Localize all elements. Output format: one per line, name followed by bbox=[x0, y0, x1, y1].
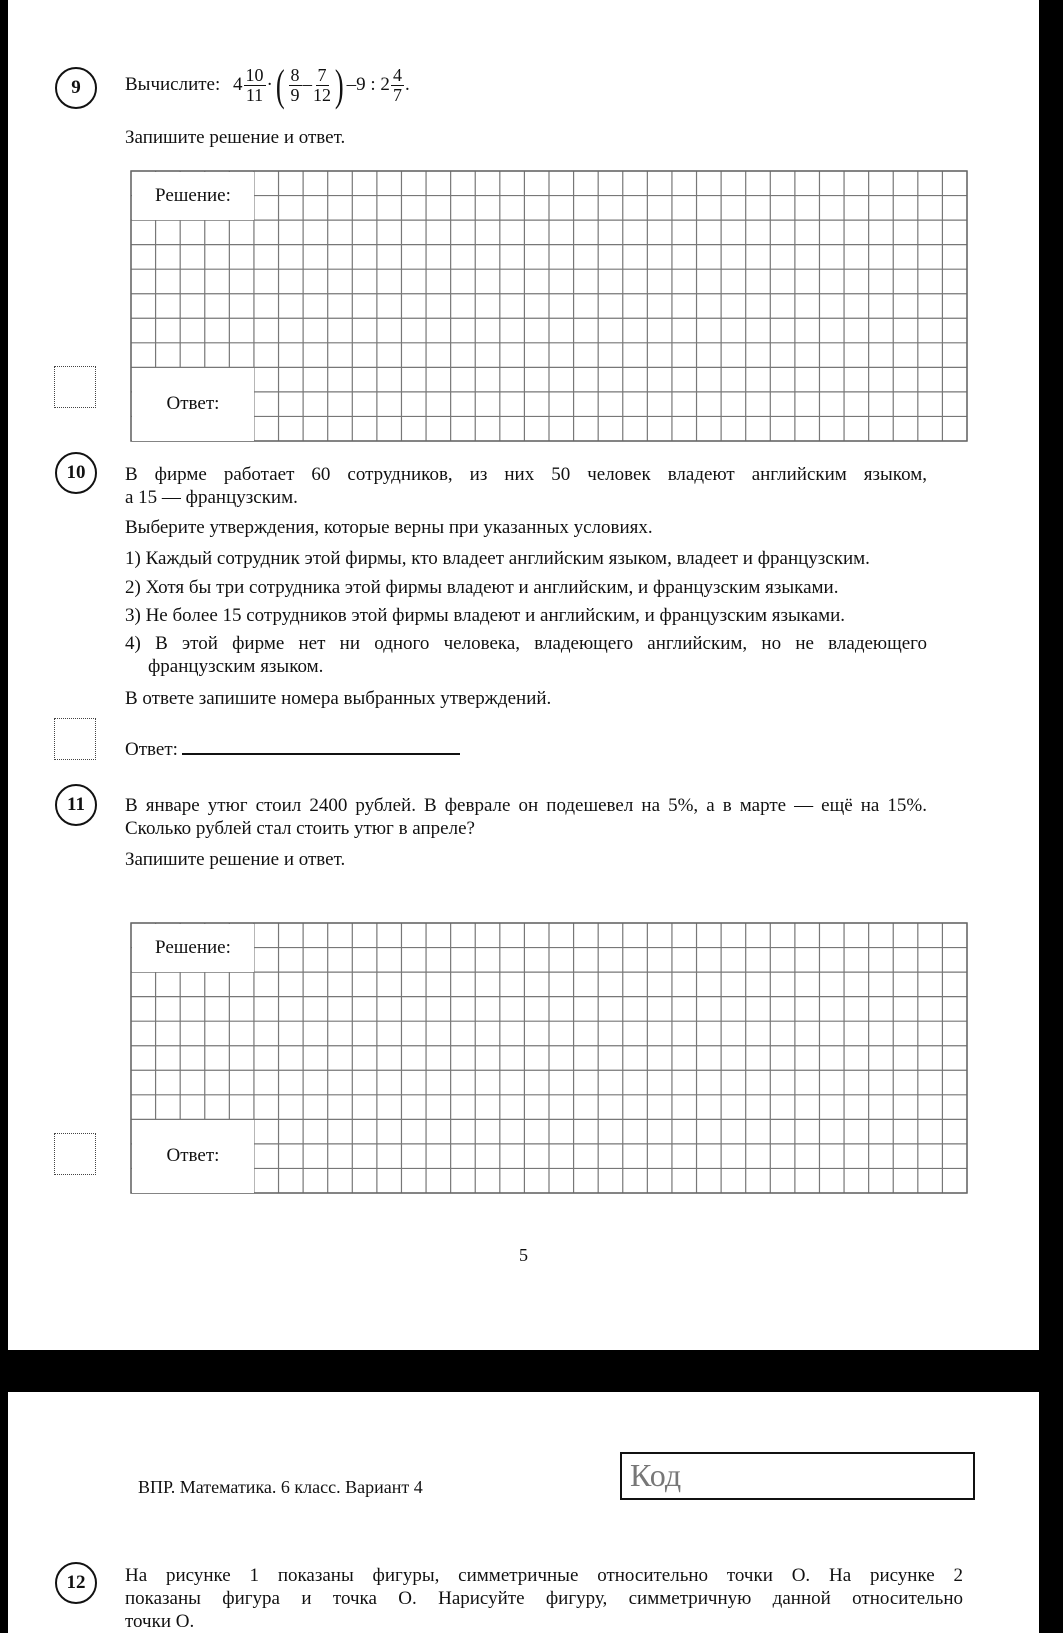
answer-label: Ответ: bbox=[132, 368, 254, 441]
expr-whole: 4 bbox=[233, 74, 243, 95]
question-number-text: 10 bbox=[66, 462, 86, 483]
grid-lines bbox=[130, 170, 968, 442]
expr-dot: · bbox=[266, 74, 273, 95]
code-box[interactable] bbox=[620, 1452, 975, 1500]
q10-text-line2: а 15 — французским. bbox=[125, 487, 298, 508]
q9-expression bbox=[125, 62, 410, 108]
numerator: 8 bbox=[290, 65, 300, 86]
fraction bbox=[289, 66, 302, 105]
page-6 bbox=[8, 1392, 1039, 1633]
page-header: ВПР. Математика. 6 класс. Вариант 4 bbox=[138, 1477, 423, 1497]
numerator: 7 bbox=[317, 65, 327, 86]
q12-text-line1: На рисунке 1 показаны фигуры, симметричные относительно точки O. На рисунке 2 bbox=[125, 1565, 963, 1586]
fraction bbox=[313, 66, 331, 105]
q11-text-line1: В январе утюг стоил 2400 рублей. В феврале он подешевел на 5%, а в марте — ещё на 15%. bbox=[125, 795, 927, 816]
paren-open: ( bbox=[275, 60, 285, 110]
q9-instruction: Запишите решение и ответ. bbox=[125, 127, 346, 148]
q9-prompt: Вычислите: bbox=[125, 74, 221, 95]
fraction bbox=[244, 66, 266, 105]
solution-label: Решение: bbox=[132, 924, 254, 972]
q10-option-3: 3) Не более 15 сотрудников этой фирмы владеют и английским, и французским языками. bbox=[125, 605, 846, 626]
question-number-10 bbox=[55, 452, 97, 494]
question-number-11 bbox=[55, 784, 97, 826]
q11-instruction: Запишите решение и ответ. bbox=[125, 849, 346, 870]
expr-end: . bbox=[404, 74, 410, 95]
paren-close: ) bbox=[334, 60, 344, 110]
fraction bbox=[391, 66, 404, 105]
grid-lines bbox=[130, 922, 968, 1194]
question-number-12 bbox=[55, 1562, 97, 1604]
q9-solution-grid[interactable] bbox=[130, 170, 966, 440]
numerator: 4 bbox=[392, 65, 402, 86]
denominator: 7 bbox=[392, 85, 402, 106]
q11-solution-grid[interactable] bbox=[130, 922, 966, 1192]
q10-option-4: 4) В этой фирме нет ни одного человека, владеющего английским, но не владеющего bbox=[125, 633, 927, 654]
q12-text-line2: показаны фигура и точка O. Нарисуйте фигуру, симметричную данной относительно bbox=[125, 1588, 963, 1609]
q11-text-line2: Сколько рублей стал стоить утюг в апреле? bbox=[125, 818, 475, 839]
q10-select-prompt: Выберите утверждения, которые верны при указанных условиях. bbox=[125, 517, 653, 538]
q9-score-box[interactable] bbox=[54, 366, 96, 408]
numerator: 10 bbox=[245, 65, 264, 86]
q10-answer-instruction: В ответе запишите номера выбранных утверждений. bbox=[125, 688, 552, 709]
expr-minus: – bbox=[302, 74, 312, 95]
answer-label: Ответ: bbox=[132, 1120, 254, 1193]
page-number: 5 bbox=[519, 1245, 528, 1265]
q11-score-box[interactable] bbox=[54, 1133, 96, 1175]
q10-text-line1: В фирме работает 60 сотрудников, из них 50 человек владеют английским языком, bbox=[125, 464, 927, 485]
q10-answer bbox=[125, 733, 460, 761]
answer-input-line[interactable] bbox=[182, 733, 460, 755]
q10-option-4-cont: французским языком. bbox=[148, 656, 324, 677]
question-number-9 bbox=[55, 67, 97, 109]
q12-text-line3: точки O. bbox=[125, 1611, 195, 1632]
answer-label: Ответ: bbox=[125, 739, 178, 760]
denominator: 11 bbox=[245, 85, 264, 106]
q10-score-box[interactable] bbox=[54, 718, 96, 760]
page-5 bbox=[8, 0, 1039, 1350]
solution-label: Решение: bbox=[132, 172, 254, 220]
expr-tail: –9 : 2 bbox=[346, 74, 390, 95]
denominator: 12 bbox=[313, 85, 331, 106]
question-number-text: 11 bbox=[67, 794, 85, 815]
q10-option-1: 1) Каждый сотрудник этой фирмы, кто владеет английским языком, владеет и французским. bbox=[125, 548, 870, 569]
code-box-label: Код bbox=[630, 1457, 682, 1493]
question-number-text: 12 bbox=[66, 1572, 86, 1593]
denominator: 9 bbox=[290, 85, 300, 106]
question-number-text: 9 bbox=[71, 77, 81, 98]
q10-option-2: 2) Хотя бы три сотрудника этой фирмы владеют и английским, и французским языками. bbox=[125, 577, 839, 598]
